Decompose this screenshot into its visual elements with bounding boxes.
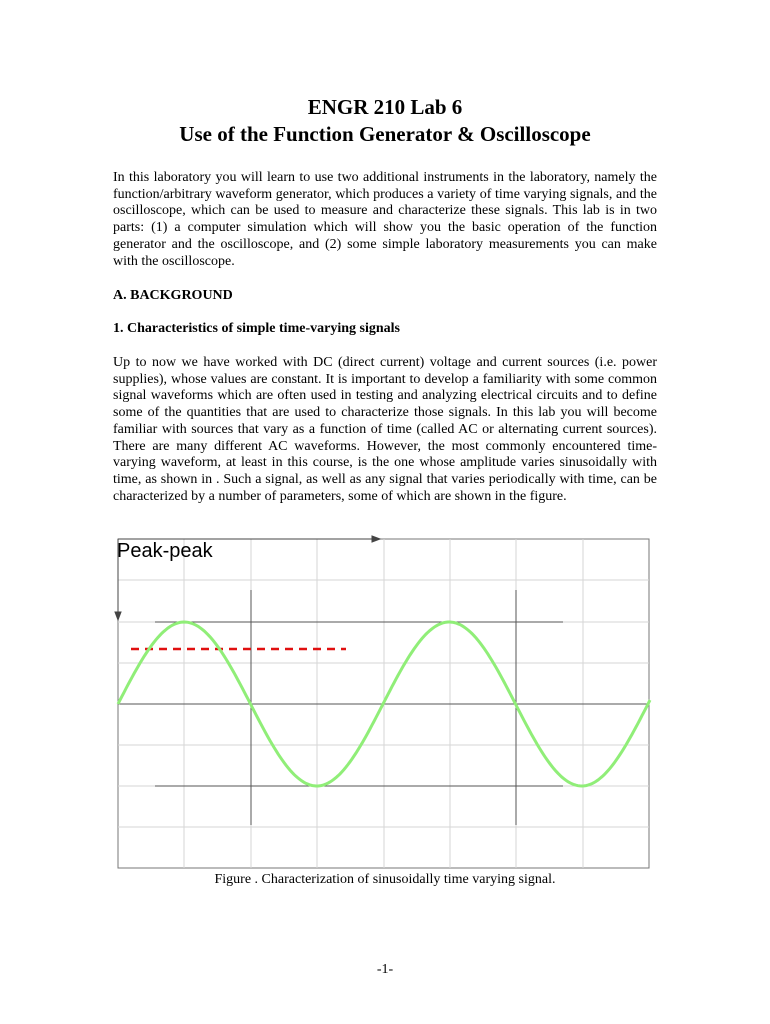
subsection-heading: 1. Characteristics of simple time-varying signals xyxy=(113,321,400,336)
peak-peak-label: Peak-peak xyxy=(117,540,213,562)
body-paragraph: Up to now we have worked with DC (direct current) voltage and current sources (i.e. power supplies), whose values are constant. It is important to develop a familiarity with some common signal waveforms which are often used in testing and analyzing electrical circuits and to define some of the quantities that are used to characterize those signals. In this lab you will become familiar with sources that vary as a function of time (called AC or alternating current sources). There are many different AC waveforms. However, the most commonly encountered time-varying waveform, at least in this course, is the one whose amplitude varies sinusoidally with time, as shown in . Such a signal, as well as any signal that varies periodically with time, can be characterized by a number of parameters, some of which are shown in the figure. xyxy=(113,355,657,504)
document-subtitle: Use of the Function Generator & Oscilloscope xyxy=(179,122,591,146)
section-heading: A. BACKGROUND xyxy=(113,288,233,303)
oscilloscope-figure xyxy=(0,532,770,877)
document-title: ENGR 210 Lab 6 xyxy=(307,95,463,119)
intro-paragraph: In this laboratory you will learn to use two additional instruments in the laboratory, namely the function/arbitrary waveform generator, which produces a variety of time varying signals, and the oscilloscope, which can be used to measure and characterize these signals. This lab is in two parts: (1) a computer simulation which will show you the basic operation of the function generator and the oscilloscope, and (2) some simple laboratory measurements you can make with the oscilloscope. xyxy=(113,170,657,269)
page-number: -1- xyxy=(376,962,394,977)
figure-caption: Figure . Characterization of sinusoidally time varying signal. xyxy=(214,872,556,887)
waveform-graphic xyxy=(0,532,770,877)
